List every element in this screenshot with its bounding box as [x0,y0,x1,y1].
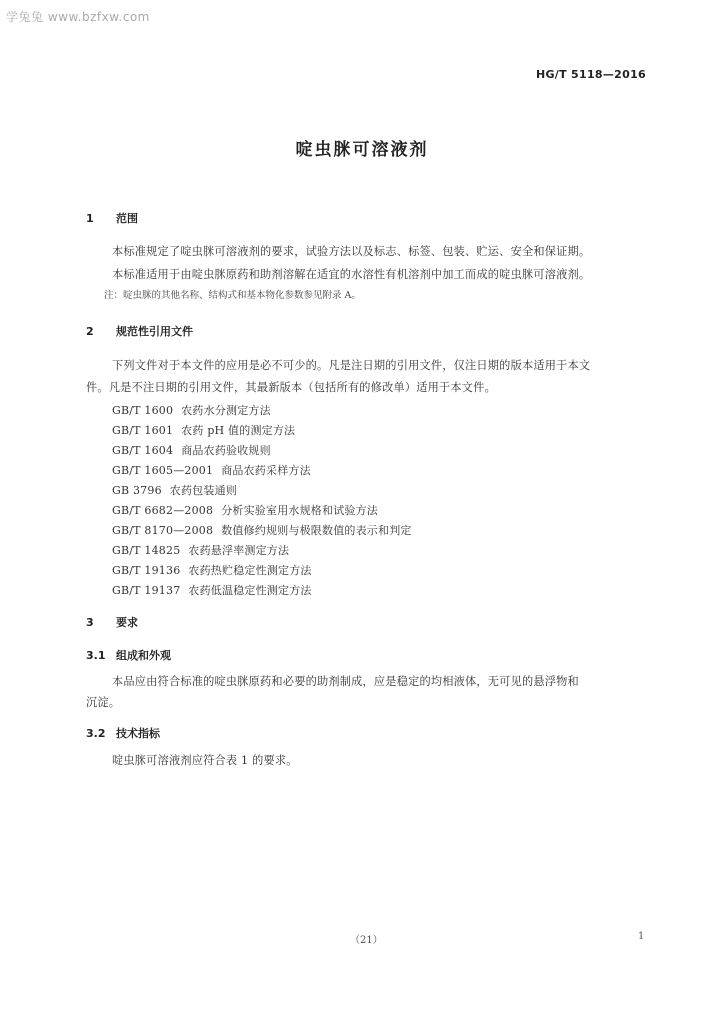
reference-item [112,562,312,578]
paragraph: 本标准规定了啶虫脒可溶液剂的要求，试验方法以及标志、标签、包装、贮运、安全和保证期。 [112,245,591,258]
reference-name: 农药悬浮率测定方法 [188,544,290,557]
section-number: 3.2 [86,727,106,740]
section-title: 规范性引用文件 [116,325,193,338]
reference-name: 数值修约规则与极限数值的表示和判定 [221,524,412,537]
reference-item [112,462,311,478]
reference-code: GB/T 6682—2008 [112,504,214,517]
paragraph: 啶虫脒可溶液剂应符合表 1 的要求。 [112,754,298,767]
reference-code: GB/T 1605—2001 [112,464,214,477]
section-title: 范围 [116,212,138,225]
section-title: 要求 [116,616,138,629]
reference-code: GB 3796 [112,484,162,497]
section-title: 组成和外观 [116,649,171,662]
page-number: 1 [638,931,645,942]
reference-name: 农药 pH 值的测定方法 [181,424,296,437]
section-1-heading [86,210,138,226]
document-title: 啶虫脒可溶液剂 [295,140,429,160]
note: 注：啶虫脒的其他名称、结构式和基本物化参数参见附录 A。 [104,290,361,301]
section-number: 3 [86,616,94,629]
reference-code: GB/T 1601 [112,424,174,437]
paragraph: 件。凡是不注日期的引用文件，其最新版本（包括所有的修改单）适用于本文件。 [86,381,496,394]
section-3-1-heading [86,647,171,663]
section-number: 2 [86,325,94,338]
reference-item [112,502,378,518]
reference-name: 农药包装通则 [169,484,237,497]
standard-number: HG/T 5118—2016 [535,68,646,81]
reference-item [112,402,271,418]
section-3-2-heading [86,725,160,741]
reference-item [112,482,237,498]
reference-code: GB/T 19136 [112,564,181,577]
reference-name: 商品农药验收规则 [181,444,271,457]
section-2-heading [86,323,193,339]
section-3-heading [86,614,138,630]
section-number: 1 [86,212,94,225]
reference-item [112,522,412,538]
reference-code: GB/T 8170—2008 [112,524,214,537]
reference-code: GB/T 1600 [112,404,174,417]
footer-marker: （21） [350,935,383,946]
reference-name: 农药水分测定方法 [181,404,271,417]
watermark: 学兔兔 www.bzfxw.com [6,10,150,24]
reference-item [112,422,295,438]
reference-name: 农药低温稳定性测定方法 [188,584,312,597]
reference-code: GB/T 1604 [112,444,174,457]
reference-code: GB/T 14825 [112,544,181,557]
reference-name: 农药热贮稳定性测定方法 [188,564,312,577]
section-title: 技术指标 [116,727,160,740]
reference-item [112,582,312,598]
reference-name: 分析实验室用水规格和试验方法 [221,504,379,517]
reference-name: 商品农药采样方法 [221,464,311,477]
paragraph: 沉淀。 [86,696,121,709]
reference-item [112,542,289,558]
reference-code: GB/T 19137 [112,584,181,597]
paragraph: 本标准适用于由啶虫脒原药和助剂溶解在适宜的水溶性有机溶剂中加工而成的啶虫脒可溶液剂。 [112,268,591,281]
paragraph: 本品应由符合标准的啶虫脒原药和必要的助剂制成，应是稳定的均相液体，无可见的悬浮物和 [112,675,579,688]
reference-item [112,442,271,458]
paragraph: 下列文件对于本文件的应用是必不可少的。凡是注日期的引用文件，仅注日期的版本适用于本文 [112,359,591,372]
section-number: 3.1 [86,649,106,662]
